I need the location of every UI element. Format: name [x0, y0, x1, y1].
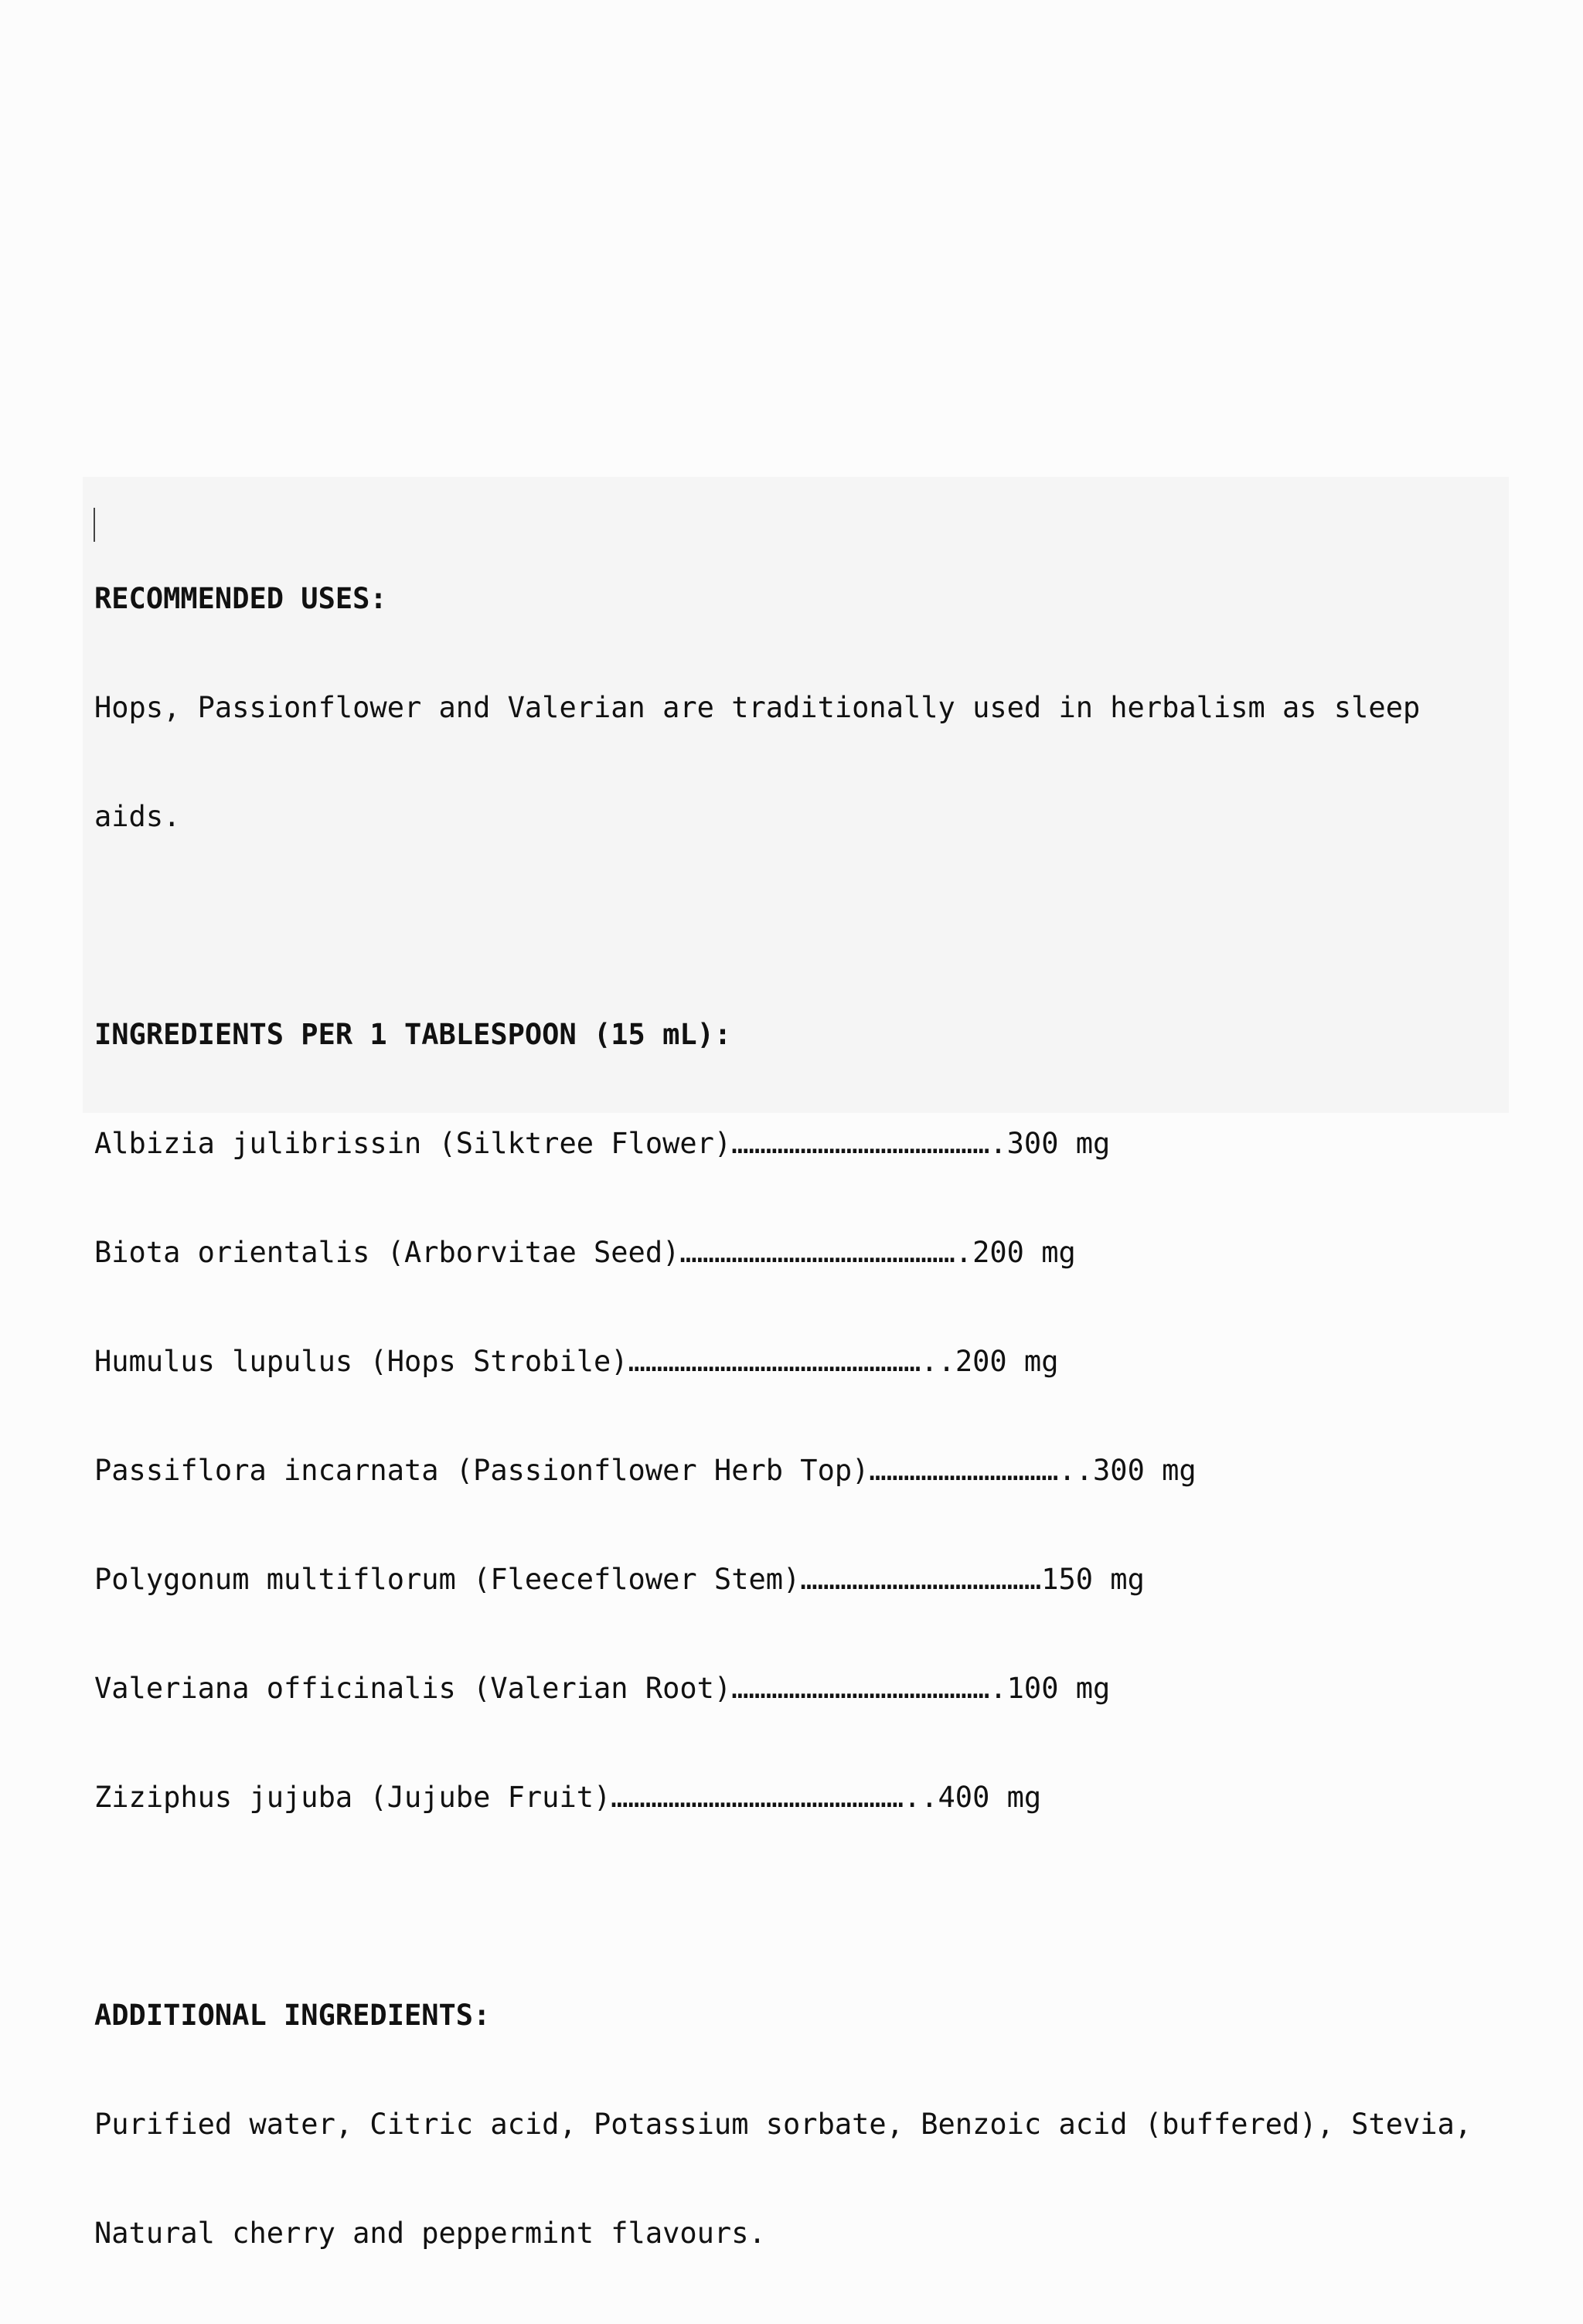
ingredient-name: Albizia julibrissin (Silktree Flower)	[94, 1127, 732, 1160]
recommended-uses-line: aids.	[94, 800, 181, 833]
ingredient-amount: 200 mg	[972, 1236, 1076, 1269]
ingredient-row	[94, 1125, 1472, 1162]
additional-ingredients-line: Natural cherry and peppermint flavours.	[94, 2217, 766, 2250]
ingredient-row	[94, 1234, 1472, 1271]
ingredient-amount: 100 mg	[1006, 1672, 1111, 1705]
recommended-uses-heading: RECOMMENDED USES:	[94, 582, 387, 615]
ingredient-amount: 400 mg	[938, 1781, 1042, 1814]
ingredient-name: Polygonum multiflorum (Fleeceflower Stem)	[94, 1563, 801, 1596]
ingredient-name: Ziziphus jujuba (Jujube Fruit)	[94, 1781, 611, 1814]
additional-ingredients-heading: ADDITIONAL INGREDIENTS:	[94, 1999, 491, 2032]
ingredient-row	[94, 1779, 1472, 1815]
ingredient-name: Passiflora incarnata (Passionflower Herb Top)	[94, 1454, 870, 1487]
ingredient-amount: 300 mg	[1093, 1454, 1197, 1487]
dot-leader: ………………………………………….	[679, 1236, 973, 1269]
dot-leader: ……………………………………….	[731, 1127, 1007, 1160]
ingredient-amount: 300 mg	[1006, 1127, 1111, 1160]
ingredient-row	[94, 1561, 1472, 1598]
ingredient-name: Biota orientalis (Arborvitae Seed)	[94, 1236, 680, 1269]
ingredient-name: Valeriana officinalis (Valerian Root)	[94, 1672, 732, 1705]
dot-leader: ……………………………..	[869, 1454, 1094, 1487]
dot-leader: ……………………………………	[800, 1563, 1042, 1596]
blank-line	[94, 1888, 1472, 1924]
ingredient-row	[94, 1343, 1472, 1380]
additional-ingredients-line: Purified water, Citric acid, Potassium sorbate, Benzoic acid (buffered), Stevia,	[94, 2108, 1472, 2141]
dot-leader: ……………………………………………..	[628, 1345, 955, 1378]
ingredients-heading: INGREDIENTS PER 1 TABLESPOON (15 mL):	[94, 1018, 732, 1051]
ingredient-row	[94, 1670, 1472, 1706]
ingredient-amount: 150 mg	[1041, 1563, 1145, 1596]
label-text-content[interactable]	[94, 508, 1472, 2324]
recommended-uses-line: Hops, Passionflower and Valerian are traditionally used in herbalism as sleep	[94, 691, 1421, 724]
ingredient-row	[94, 1452, 1472, 1489]
dot-leader: ……………………………………….	[731, 1672, 1007, 1705]
ingredient-amount: 200 mg	[955, 1345, 1059, 1378]
ingredient-name: Humulus lupulus (Hops Strobile)	[94, 1345, 628, 1378]
dot-leader: ……………………………………………..	[611, 1781, 938, 1814]
blank-line	[94, 907, 1472, 944]
text-panel	[83, 477, 1509, 2250]
